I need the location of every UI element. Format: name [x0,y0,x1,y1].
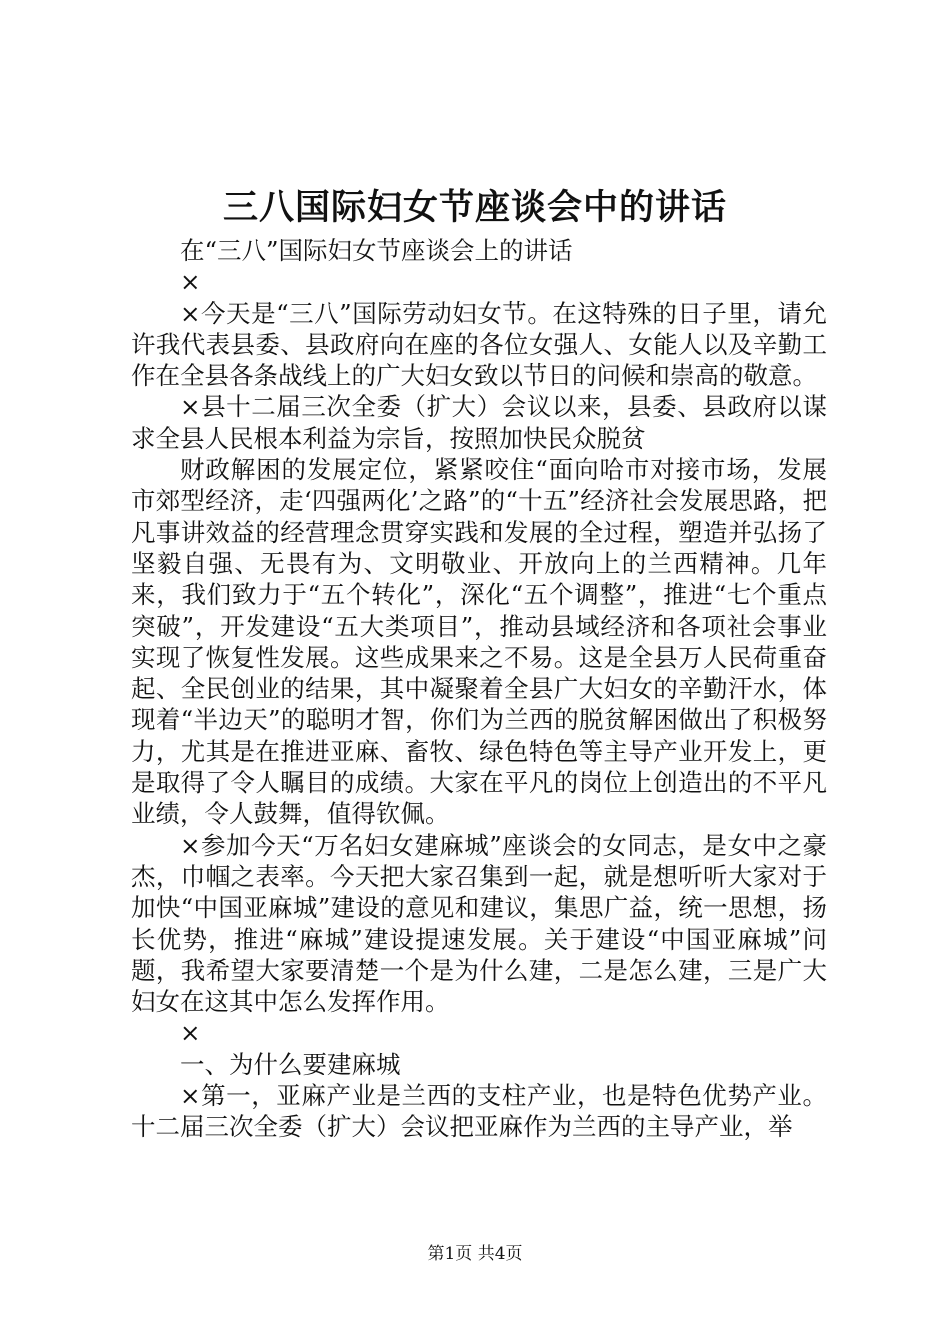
placeholder-mark: × [180,1018,201,1048]
paragraph-achievements-intro: ×县十二届三次全委（扩大）会议以来，县委、县政府以谋求全县人民根本利益为宗旨，按照加快民众脱贫 [131,392,827,453]
paragraph-greeting: ×今天是“三八”国际劳动妇女节。在这特殊的日子里，请允许我代表县委、县政府向在座的各位女强人、女能人以及辛勤工作在全县各条战线上的广大妇女致以节日的问候和崇高的敬意。 [131,298,827,391]
section-heading: 一、为什么要建麻城 [180,1049,401,1079]
paragraph-meeting-purpose: ×参加今天“万名妇女建麻城”座谈会的女同志，是女中之豪杰，巾帼之表率。今天把大家召集到一起，就是想听听大家对于加快“中国亚麻城”建设的意见和建议，集思广益，统一思想，扬长优势，推进“麻城”建设提速发展。关于建设“中国亚麻城”问题，我希望大家要清楚一个是为什么建，二是怎么建，三是广大妇女在这其中怎么发挥作用。 [131,830,827,1017]
document-title: 三八国际妇女节座谈会中的讲话 [222,187,727,228]
placeholder-mark: × [180,267,201,297]
document-body [131,235,827,1143]
paragraph-achievements: 财政解困的发展定位，紧紧咬住“面向哈市对接市场，发展市郊型经济，走‘四强两化’之路”的“十五”经济社会发展思路，把凡事讲效益的经营理念贯穿实践和发展的全过程，塑造并弘扬了坚毅自强、无畏有为、文明敬业、开放向上的兰西精神。几年来，我们致力于“五个转化”，深化“五个调整”，推进“七个重点突破”，开发建设“五大类项目”，推动县域经济和各项社会事业实现了恢复性发展。这些成果来之不易。这是全县万人民荷重奋起、全民创业的结果，其中凝聚着全县广大妇女的辛勤汗水，体现着“半边天”的聪明才智，你们为兰西的脱贫解困做出了积极努力，尤其是在推进亚麻、畜牧、绿色特色等主导产业开发上，更是取得了令人瞩目的成绩。大家在平凡的岗位上创造出的不平凡业绩，令人鼓舞，值得钦佩。 [131,455,827,829]
paragraph-first-point: ×第一，亚麻产业是兰西的支柱产业，也是特色优势产业。十二届三次全委（扩大）会议把亚麻作为兰西的主导产业，举 [131,1081,827,1142]
page-footer: 第1页 共4页 [427,1244,523,1264]
speech-subtitle: 在“三八”国际妇女节座谈会上的讲话 [180,236,573,265]
